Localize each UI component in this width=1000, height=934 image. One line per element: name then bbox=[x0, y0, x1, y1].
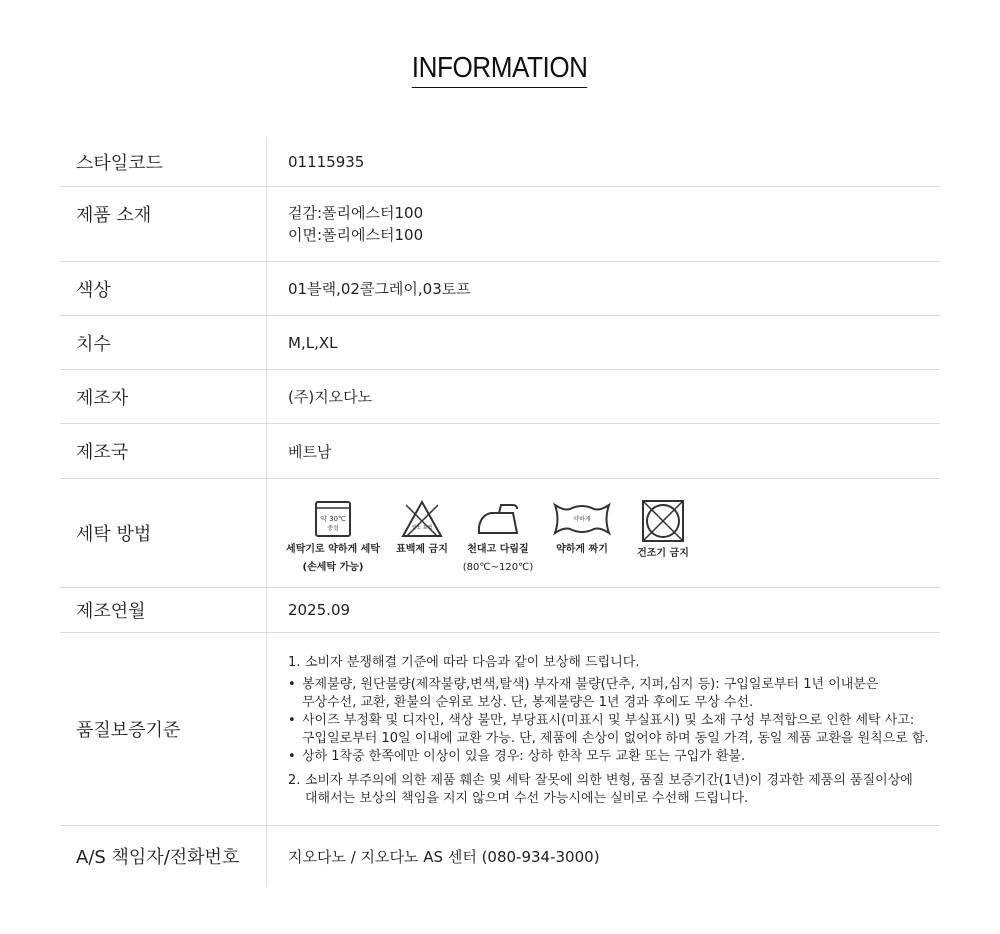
row-value: (주)지오다노 bbox=[288, 388, 373, 406]
page-title: INFORMATION bbox=[412, 52, 588, 88]
bullet-line: 구입일로부터 10일 이내에 교환 가능. 단, 제품에 손상이 없어야 하며 동일 가격, 동일 제품 교환을 원칙으로 함. bbox=[302, 731, 929, 746]
care-caption: 세탁기로 약하게 세탁 bbox=[286, 544, 380, 555]
row-quality bbox=[60, 633, 940, 826]
row-value: 지오다노 / 지오다노 AS 센터 (080-934-3000) bbox=[288, 847, 600, 866]
row-label: 제조자 bbox=[60, 370, 267, 423]
row-label: 제조연월 bbox=[60, 588, 267, 632]
quality-bullet bbox=[288, 748, 940, 766]
washing-machine-icon bbox=[313, 499, 353, 539]
bullet-line: 사이즈 부정확 및 디자인, 색상 불만, 부당표시(미표시 및 부실표시) 및 소재 구성 부적합으로 인한 세탁 사고: bbox=[302, 713, 915, 728]
bullet-line: 봉제불량, 원단불량(제작불량,변색,탈색) 부자재 불량(단추, 지퍼,심지 등): 구입일로부터 1년 이내분은 bbox=[302, 677, 879, 692]
quality-num: 1. bbox=[288, 655, 301, 670]
row-label: 스타일코드 bbox=[60, 138, 267, 186]
bleach-text: 염소 표백 bbox=[411, 525, 433, 531]
row-value bbox=[267, 187, 940, 261]
care-caption-sub: (손세탁 가능) bbox=[302, 562, 364, 573]
row-value: 베트남 bbox=[288, 442, 332, 461]
row-date bbox=[60, 588, 940, 633]
material-line: 이면:폴리에스터100 bbox=[288, 226, 424, 244]
row-value bbox=[267, 479, 940, 587]
care-caption: 표백제 금지 bbox=[396, 544, 448, 555]
quality-bullet bbox=[288, 712, 940, 748]
row-value: 01115935 bbox=[288, 153, 365, 171]
quality-bullet bbox=[288, 676, 940, 712]
row-label: 치수 bbox=[60, 316, 267, 369]
row-value: 01블랙,02콜그레이,03토프 bbox=[288, 280, 471, 298]
row-size bbox=[60, 316, 940, 370]
care-caption-sub: (80℃~120℃) bbox=[462, 562, 534, 573]
row-label: 제조국 bbox=[60, 424, 267, 478]
material-line: 겉감:폴리에스터100 bbox=[288, 204, 424, 222]
care-item bbox=[543, 499, 621, 557]
row-material bbox=[60, 187, 940, 262]
wash-detergent-text: 중성 bbox=[327, 525, 339, 532]
care-item bbox=[460, 499, 536, 575]
quality-line: 소비자 부주의에 의한 제품 훼손 및 세탁 잘못에 의한 변형, 품질 보증기간(1년)이 경과한 제품의 품질이상에 bbox=[305, 773, 913, 788]
row-label: 품질보증기준 bbox=[60, 633, 267, 825]
row-style-code bbox=[60, 138, 940, 187]
bullet-mark: • bbox=[288, 749, 296, 764]
row-as bbox=[60, 826, 940, 886]
quality-item bbox=[288, 772, 940, 808]
care-item bbox=[391, 499, 453, 557]
care-caption: 천대고 다림질 bbox=[467, 544, 529, 555]
care-caption: 건조기 금지 bbox=[637, 548, 689, 559]
bullet-mark: • bbox=[288, 713, 296, 728]
row-maker bbox=[60, 370, 940, 424]
gentle-wring-icon bbox=[552, 499, 612, 539]
bullet-line: 상하 1착중 한쪽에만 이상이 있을 경우: 상하 한착 모두 교환 또는 구입가 환불. bbox=[302, 749, 746, 764]
info-table bbox=[60, 138, 940, 886]
wring-text: 약하게 bbox=[573, 516, 591, 523]
row-value: 2025.09 bbox=[288, 601, 351, 619]
quality-item bbox=[288, 654, 940, 672]
row-label: A/S 책임자/전화번호 bbox=[60, 826, 267, 886]
row-washing bbox=[60, 479, 940, 588]
quality-text: 소비자 분쟁해결 기준에 따라 다음과 같이 보상해 드립니다. bbox=[305, 655, 640, 670]
row-value: M,L,XL bbox=[288, 333, 338, 352]
quality-line: 대해서는 보상의 책임을 지지 않으며 수선 가능시에는 실비로 수선해 드립니다. bbox=[305, 791, 749, 806]
quality-num: 2. bbox=[288, 773, 301, 788]
bullet-mark: • bbox=[288, 677, 296, 692]
row-color bbox=[60, 262, 940, 316]
care-icons bbox=[267, 499, 705, 575]
row-label: 색상 bbox=[60, 262, 267, 315]
care-item bbox=[282, 499, 384, 575]
page-title-wrap bbox=[0, 52, 1000, 88]
row-label: 세탁 방법 bbox=[60, 479, 267, 587]
no-tumble-dry-icon bbox=[641, 499, 685, 543]
iron-icon bbox=[475, 499, 521, 539]
row-label: 제품 소재 bbox=[60, 187, 267, 261]
row-value bbox=[267, 633, 940, 825]
care-item bbox=[628, 499, 698, 561]
no-bleach-icon bbox=[400, 499, 444, 539]
bullet-line: 무상수선, 교환, 환불의 순위로 보상. 단, 봉제불량은 1년 경과 후에도 무상 수선. bbox=[302, 695, 754, 710]
row-country bbox=[60, 424, 940, 479]
wash-temp-text: 약 30℃ bbox=[320, 515, 346, 523]
care-caption: 약하게 짜기 bbox=[556, 544, 608, 555]
